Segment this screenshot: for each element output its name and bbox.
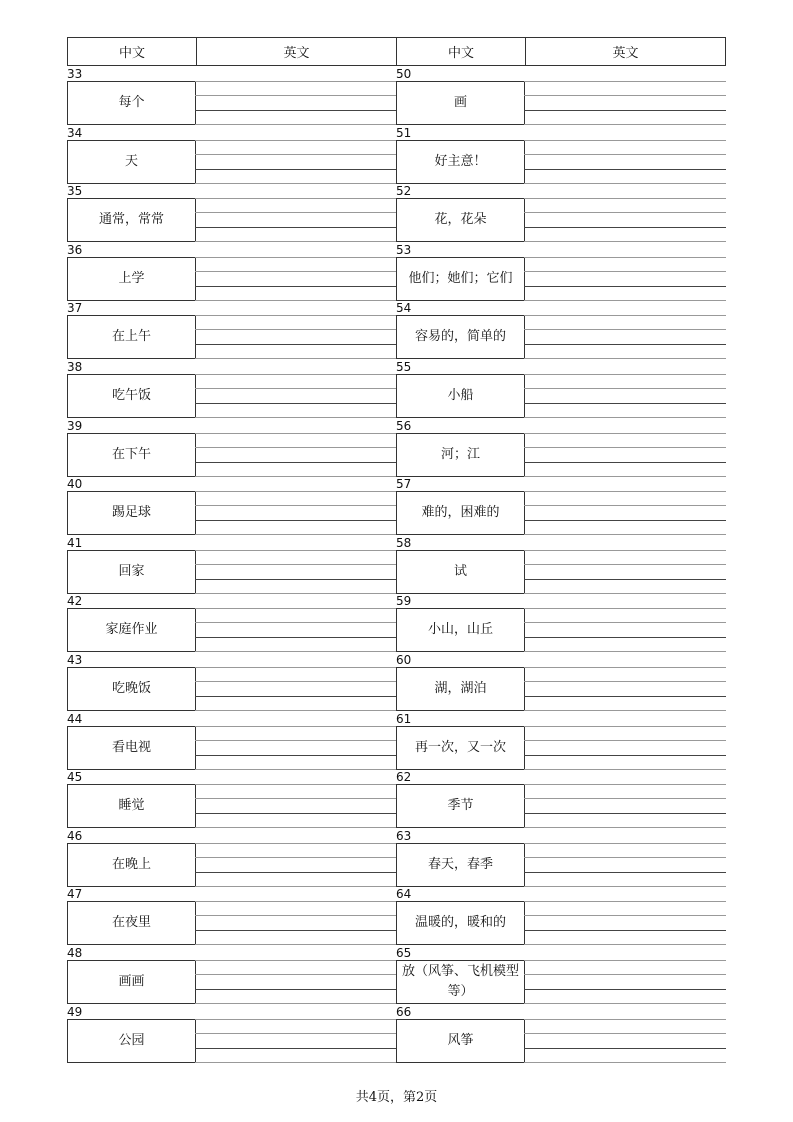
vocab-entry <box>67 535 397 594</box>
writing-line <box>195 637 397 638</box>
chinese-term: 容易的，简单的 <box>396 315 525 359</box>
vocab-entry <box>396 593 726 652</box>
writing-line <box>195 315 397 316</box>
english-writing-lines[interactable] <box>524 960 726 1004</box>
chinese-term: 再一次，又一次 <box>396 726 525 770</box>
writing-line <box>524 930 726 931</box>
chinese-term: 看电视 <box>67 726 196 770</box>
english-writing-lines[interactable] <box>524 901 726 945</box>
entry-number: 48 <box>67 945 83 960</box>
english-writing-lines[interactable] <box>524 550 726 594</box>
chinese-term: 花，花朵 <box>396 198 525 242</box>
entry-number: 58 <box>396 535 412 550</box>
writing-line <box>195 915 397 916</box>
writing-line <box>195 154 397 155</box>
writing-line <box>524 726 726 727</box>
writing-line <box>524 784 726 785</box>
writing-line <box>195 286 397 287</box>
english-writing-lines[interactable] <box>195 198 397 242</box>
writing-line <box>195 271 397 272</box>
entry-number: 35 <box>67 184 83 199</box>
english-writing-lines[interactable] <box>524 140 726 184</box>
entry-number: 45 <box>67 770 83 785</box>
english-writing-lines[interactable] <box>195 140 397 184</box>
english-writing-lines[interactable] <box>524 198 726 242</box>
chinese-term: 通常，常常 <box>67 198 196 242</box>
chinese-term: 家庭作业 <box>67 608 196 652</box>
vocab-entry <box>67 593 397 652</box>
entry-number: 46 <box>67 828 83 843</box>
english-writing-lines[interactable] <box>524 433 726 477</box>
writing-line <box>524 110 726 111</box>
chinese-term: 放（风筝、飞机模型等） <box>396 960 525 1004</box>
writing-line <box>195 1062 397 1063</box>
english-writing-lines[interactable] <box>524 667 726 711</box>
entry-number: 55 <box>396 359 412 374</box>
writing-line <box>524 286 726 287</box>
writing-line <box>195 388 397 389</box>
writing-line <box>524 857 726 858</box>
writing-line <box>524 622 726 623</box>
table-header <box>67 37 726 66</box>
writing-line <box>524 491 726 492</box>
vocab-entry <box>396 886 726 945</box>
chinese-term: 温暖的，暖和的 <box>396 901 525 945</box>
vocab-entry <box>67 828 397 887</box>
entry-number: 66 <box>396 1004 412 1019</box>
chinese-term: 每个 <box>67 81 196 125</box>
writing-line <box>195 1019 397 1020</box>
writing-line <box>524 505 726 506</box>
vocab-entry <box>396 66 726 125</box>
writing-line <box>524 960 726 961</box>
chinese-term: 小船 <box>396 374 525 418</box>
entry-number: 61 <box>396 711 412 726</box>
chinese-term: 试 <box>396 550 525 594</box>
writing-line <box>524 95 726 96</box>
writing-line <box>524 271 726 272</box>
entry-number: 34 <box>67 125 83 140</box>
writing-line <box>195 227 397 228</box>
writing-line <box>195 550 397 551</box>
writing-line <box>524 81 726 82</box>
vocab-entry <box>396 828 726 887</box>
entry-number: 43 <box>67 652 83 667</box>
writing-line <box>195 81 397 82</box>
writing-line <box>524 798 726 799</box>
chinese-term: 吃晚饭 <box>67 667 196 711</box>
vocab-entry <box>67 945 397 1004</box>
chinese-term: 画 <box>396 81 525 125</box>
writing-line <box>195 726 397 727</box>
writing-line <box>524 257 726 258</box>
chinese-term: 上学 <box>67 257 196 301</box>
writing-line <box>195 872 397 873</box>
vocab-entry <box>67 652 397 711</box>
writing-line <box>524 637 726 638</box>
english-writing-lines[interactable] <box>195 315 397 359</box>
entry-number: 65 <box>396 945 412 960</box>
page-footer: 共4页，第2页 <box>355 1090 438 1105</box>
english-writing-lines[interactable] <box>195 843 397 887</box>
vocab-entry <box>67 125 397 184</box>
writing-line <box>195 329 397 330</box>
writing-line <box>524 564 726 565</box>
entry-number: 50 <box>396 67 412 81</box>
entry-number: 37 <box>67 301 83 316</box>
writing-line <box>524 212 726 213</box>
left-column <box>67 66 397 1062</box>
chinese-term: 天 <box>67 140 196 184</box>
english-writing-lines[interactable] <box>195 667 397 711</box>
header-english-2: 英文 <box>525 37 726 66</box>
writing-line <box>195 755 397 756</box>
writing-line <box>195 930 397 931</box>
writing-line <box>195 110 397 111</box>
chinese-term: 河；江 <box>396 433 525 477</box>
writing-line <box>524 755 726 756</box>
entry-number: 63 <box>396 828 412 843</box>
entry-number: 57 <box>396 477 412 492</box>
writing-line <box>195 813 397 814</box>
entry-number: 41 <box>67 535 83 550</box>
english-writing-lines[interactable] <box>195 901 397 945</box>
header-chinese-2: 中文 <box>396 37 526 66</box>
header-english-1: 英文 <box>196 37 397 66</box>
vocab-entry <box>67 242 397 301</box>
vocab-entry <box>67 886 397 945</box>
writing-line <box>524 169 726 170</box>
chinese-term: 画画 <box>67 960 196 1004</box>
writing-line <box>524 667 726 668</box>
vocab-entry <box>396 1004 726 1063</box>
entry-number: 53 <box>396 242 412 257</box>
entry-number: 39 <box>67 418 83 433</box>
writing-line <box>195 95 397 96</box>
english-writing-lines[interactable] <box>195 726 397 770</box>
writing-line <box>195 1033 397 1034</box>
writing-line <box>524 974 726 975</box>
english-writing-lines[interactable] <box>195 433 397 477</box>
vocab-entry <box>396 711 726 770</box>
chinese-term: 踢足球 <box>67 491 196 535</box>
chinese-term: 睡觉 <box>67 784 196 828</box>
entry-number: 59 <box>396 594 412 609</box>
chinese-term: 难的，困难的 <box>396 491 525 535</box>
writing-line <box>524 329 726 330</box>
writing-line <box>195 667 397 668</box>
writing-line <box>195 740 397 741</box>
writing-line <box>524 403 726 404</box>
writing-line <box>195 960 397 961</box>
writing-line <box>195 901 397 902</box>
writing-line <box>524 696 726 697</box>
entry-number: 40 <box>67 477 83 492</box>
english-writing-lines[interactable] <box>195 1019 397 1063</box>
vocab-entry <box>396 945 726 1004</box>
writing-line <box>195 433 397 434</box>
chinese-term: 在下午 <box>67 433 196 477</box>
chinese-term: 湖，湖泊 <box>396 667 525 711</box>
writing-line <box>524 579 726 580</box>
writing-line <box>195 564 397 565</box>
chinese-term: 在上午 <box>67 315 196 359</box>
english-writing-lines[interactable] <box>195 257 397 301</box>
chinese-term: 好主意！ <box>396 140 525 184</box>
vocab-entry <box>67 300 397 359</box>
writing-line <box>524 843 726 844</box>
entry-number: 36 <box>67 242 83 257</box>
writing-line <box>195 1048 397 1049</box>
chinese-term: 他们；她们；它们 <box>396 257 525 301</box>
writing-line <box>195 520 397 521</box>
writing-line <box>195 989 397 990</box>
writing-line <box>524 1062 726 1063</box>
writing-line <box>195 403 397 404</box>
chinese-term: 在晚上 <box>67 843 196 887</box>
entry-number: 33 <box>67 67 83 81</box>
writing-line <box>195 505 397 506</box>
writing-line <box>195 843 397 844</box>
chinese-term: 在夜里 <box>67 901 196 945</box>
header-chinese-1: 中文 <box>67 37 197 66</box>
entry-number: 52 <box>396 184 412 199</box>
vocab-entry <box>67 711 397 770</box>
chinese-term: 风筝 <box>396 1019 525 1063</box>
vocab-entry <box>396 769 726 828</box>
writing-line <box>524 550 726 551</box>
writing-line <box>524 813 726 814</box>
english-writing-lines[interactable] <box>195 608 397 652</box>
writing-line <box>524 344 726 345</box>
writing-line <box>524 374 726 375</box>
entry-number: 64 <box>396 887 412 902</box>
english-writing-lines[interactable] <box>195 784 397 828</box>
vocab-entry <box>396 476 726 535</box>
vocab-entry <box>396 300 726 359</box>
writing-line <box>195 784 397 785</box>
english-writing-lines[interactable] <box>524 491 726 535</box>
writing-line <box>524 198 726 199</box>
writing-line <box>524 1019 726 1020</box>
entry-number: 47 <box>67 887 83 902</box>
vocab-entry <box>396 242 726 301</box>
writing-line <box>195 447 397 448</box>
chinese-term: 回家 <box>67 550 196 594</box>
right-column <box>396 66 726 1062</box>
writing-line <box>524 681 726 682</box>
vocab-entry <box>396 359 726 418</box>
english-writing-lines[interactable] <box>195 491 397 535</box>
writing-line <box>195 608 397 609</box>
entry-number: 56 <box>396 418 412 433</box>
writing-line <box>195 622 397 623</box>
entry-number: 44 <box>67 711 83 726</box>
writing-line <box>195 212 397 213</box>
writing-line <box>195 491 397 492</box>
writing-line <box>195 257 397 258</box>
english-writing-lines[interactable] <box>524 608 726 652</box>
writing-line <box>524 315 726 316</box>
english-writing-lines[interactable] <box>524 374 726 418</box>
writing-line <box>524 154 726 155</box>
english-writing-lines[interactable] <box>195 374 397 418</box>
writing-line <box>524 989 726 990</box>
writing-line <box>195 798 397 799</box>
vocab-entry <box>67 359 397 418</box>
writing-line <box>195 974 397 975</box>
writing-line <box>524 1048 726 1049</box>
english-writing-lines[interactable] <box>524 315 726 359</box>
writing-line <box>524 901 726 902</box>
writing-line <box>195 681 397 682</box>
writing-line <box>195 198 397 199</box>
writing-line <box>195 374 397 375</box>
writing-line <box>524 462 726 463</box>
writing-line <box>524 1033 726 1034</box>
vocab-entry <box>396 535 726 594</box>
vocab-entry <box>396 183 726 242</box>
vocab-entry <box>67 1004 397 1063</box>
english-writing-lines[interactable] <box>195 960 397 1004</box>
writing-line <box>524 227 726 228</box>
chinese-term: 公园 <box>67 1019 196 1063</box>
writing-line <box>195 140 397 141</box>
vocab-entry <box>67 183 397 242</box>
vocab-entry <box>396 418 726 477</box>
writing-line <box>195 169 397 170</box>
vocab-entry <box>67 66 397 125</box>
writing-line <box>195 344 397 345</box>
writing-line <box>524 520 726 521</box>
writing-line <box>195 462 397 463</box>
writing-line <box>524 608 726 609</box>
vocab-entry <box>67 769 397 828</box>
entry-number: 54 <box>396 301 412 316</box>
writing-line <box>524 433 726 434</box>
chinese-term: 小山，山丘 <box>396 608 525 652</box>
chinese-term: 吃午饭 <box>67 374 196 418</box>
vocab-entry <box>396 652 726 711</box>
writing-line <box>524 915 726 916</box>
writing-line <box>195 857 397 858</box>
vocab-entry <box>67 418 397 477</box>
writing-line <box>524 447 726 448</box>
english-writing-lines[interactable] <box>195 550 397 594</box>
chinese-term: 季节 <box>396 784 525 828</box>
english-writing-lines[interactable] <box>524 784 726 828</box>
writing-line <box>524 872 726 873</box>
entry-number: 49 <box>67 1004 83 1019</box>
english-writing-lines[interactable] <box>524 1019 726 1063</box>
english-writing-lines[interactable] <box>195 81 397 125</box>
entry-number: 62 <box>396 770 412 785</box>
entry-number: 42 <box>67 594 83 609</box>
english-writing-lines[interactable] <box>524 726 726 770</box>
writing-line <box>524 140 726 141</box>
entry-number: 38 <box>67 359 83 374</box>
entry-number: 51 <box>396 125 412 140</box>
english-writing-lines[interactable] <box>524 81 726 125</box>
writing-line <box>195 579 397 580</box>
vocab-entry <box>396 125 726 184</box>
chinese-term: 春天，春季 <box>396 843 525 887</box>
writing-line <box>524 388 726 389</box>
vocab-entry <box>67 476 397 535</box>
english-writing-lines[interactable] <box>524 843 726 887</box>
entry-number: 60 <box>396 652 412 667</box>
writing-line <box>195 696 397 697</box>
english-writing-lines[interactable] <box>524 257 726 301</box>
writing-line <box>524 740 726 741</box>
